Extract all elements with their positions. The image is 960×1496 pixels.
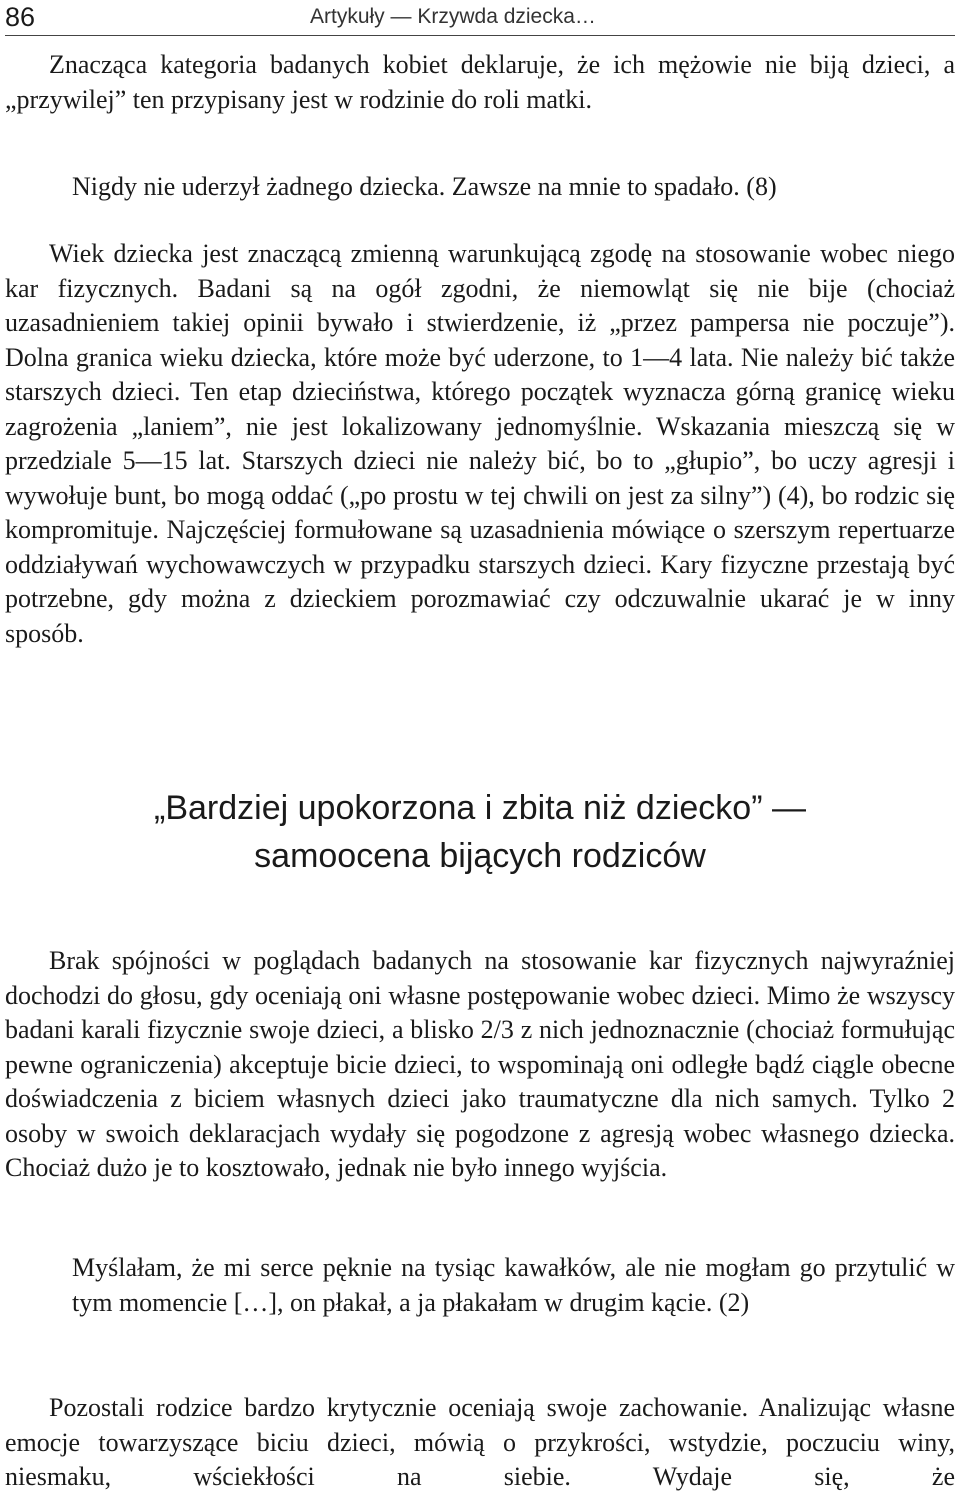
page-number: 86: [5, 2, 36, 32]
paragraph-2: Wiek dziecka jest znaczącą zmienną warunkującą zgodę na stosowanie wobec niego kar fizycznych. Badani są na ogół zgodni, że niemowląt się nie bije (chociaż uzasadnieniem takiej opinii bywało i stwierdzenie, iż „przez pampersa nie poczuje”). Dolna granica wieku dziecka, które może być uderzone, to 1—4 lata. Nie należy bić także starszych dzieci. Ten etap dzieciństwa, którego początek wyznacza górną granicę wieku zagrożenia „laniem”, nie jest lokalizowany jednomyślnie. Wskazania mieszczą się w przedziale 5—15 lat. Starszych dzieci nie należy bić, bo to „głupio”, bo uczy agresji i wywołuje bunt, bo mogą oddać („po prostu w tej chwili on jest za silny”) (4), bo rodzic się kompromituje. Najczęściej formułowane są uzasadnienia mówiące o szerszym repertuarze oddziaływań wychowawczych w przypadku starszych dzieci. Kary fizyczne przestają być potrzebne, gdy można z dzieckiem porozmawiać czy odczuwalnie ukarać je w inny sposób.: [5, 239, 955, 648]
running-head: Artykuły — Krzywda dziecka…: [310, 5, 596, 28]
section-heading-line-1: „Bardziej upokorzona i zbita niż dziecko” —: [154, 789, 806, 827]
paragraph-4: Pozostali rodzice bardzo krytycznie oceniają swoje zachowanie. Analizując własne emocje towarzyszące biciu dzieci, mówią o przykrości, wstydzie, poczuciu winy, niesmaku, wściekłości na siebie. Wydaje się, że: [5, 1393, 955, 1491]
header-rule: [5, 35, 955, 36]
paragraph-1: Znacząca kategoria badanych kobiet deklaruje, że ich mężowie nie biją dzieci, a „przywilej” ten przypisany jest w rodzinie do roli matki.: [5, 50, 955, 114]
quote-1: Nigdy nie uderzył żadnego dziecka. Zawsze na mnie to spadało. (8): [72, 172, 777, 201]
section-heading-line-2: samoocena bijących rodziców: [254, 837, 706, 875]
quote-2: Myślałam, że mi serce pęknie na tysiąc kawałków, ale nie mogłam go przytulić w tym momencie […], on płakał, a ja płakałam w drugim kącie. (2): [72, 1253, 955, 1317]
page-header: [0, 0, 960, 38]
paragraph-3: Brak spójności w poglądach badanych na stosowanie kar fizycznych najwyraźniej dochodzi do głosu, gdy oceniają oni własne postępowanie wobec dzieci. Mimo że wszyscy badani karali fizycznie swoje dzieci, a blisko 2/3 z nich jednoznacznie (chociaż formułując pewne ograniczenia) akceptuje bicie dzieci, to wspominają oni odległe bądź ciągle obecne doświadczenia z biciem własnych dzieci jako traumatyczne dla nich samych. Tylko 2 osoby w swoich deklaracjach wydały się pogodzone z agresją wobec własnego dziecka. Chociaż dużo je to kosztowało, jednak nie było innego wyjścia.: [5, 946, 955, 1182]
